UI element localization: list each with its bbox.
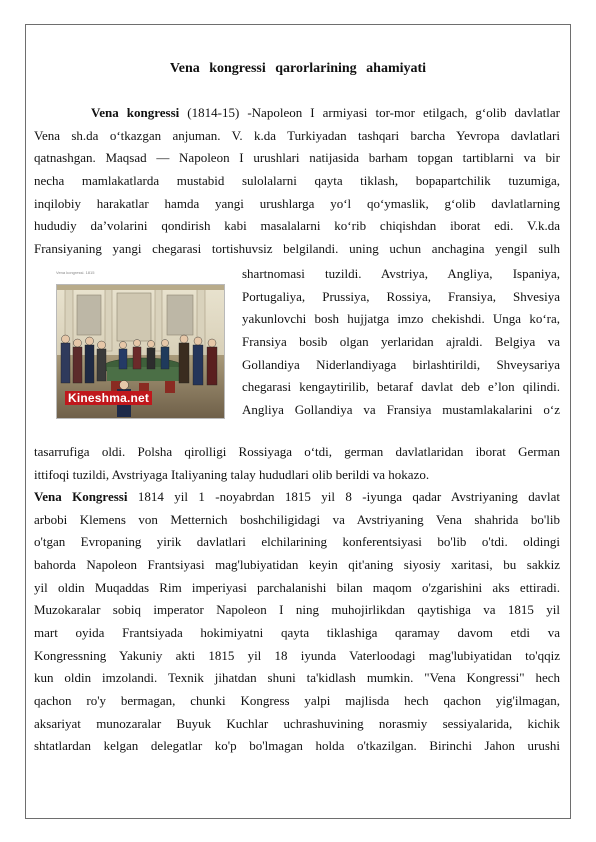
paragraph-line: inqilobiy harakatlar hamda yangi urushlarga yo‘l qo‘ymaslik, g‘olib davlatlarning <box>34 195 560 211</box>
paragraph-line: shartnomasi tuzildi. Avstriya, Angliya, Ispaniya, <box>242 266 560 281</box>
paragraph-line: yil oldin Muqaddas Rim imperiyasi parchalanishi bilan maqom o'zgarishini aks ettiradi. <box>34 579 560 595</box>
paragraph-line: Kongressning Yakuniy akti 1815 yil 18 iyunda Vaterloodagi mag'lubiyatidan to'qqiz <box>34 647 560 663</box>
paragraph-line: qachon ro'y bermagan, chunki Kongress yalpi majlisda hech qachon yig'ilmagan, <box>34 692 560 708</box>
paragraph-vienna-congress <box>34 486 560 758</box>
paragraph-intro <box>34 102 560 261</box>
paragraph-line: tasarrufiga oldi. Polsha qirolligi Rossiyaga o‘tdi, german davlatlaridan iborat German <box>34 444 560 459</box>
paragraph-line: qatnashgan. Maqsad — Napoleon I urushlari natijasida barham topgan tartiblarni va bir <box>34 150 560 166</box>
paragraph-line: Muzokaralar sobiq imperator Napoleon I ning muhojirlikdan qaytishiga va 1815 yil <box>34 602 560 618</box>
lead-term: Vena Kongressi <box>34 489 128 504</box>
paragraph-line: Fransiya bosib olgan yerlaridan ajraldi. Belgiya va <box>242 333 560 349</box>
congress-painting-image <box>56 284 225 419</box>
paragraph-line: bahorda Napoleon Frantsiyasi mag'lubiyatidan keyin qit'aning siyosiy xaritasi, bu sakkiz <box>34 556 560 572</box>
paragraph-line: mart oyida Frantsiyada hokimiyatni qayta tiklashiga qaramay davom etdi va <box>34 624 560 640</box>
paragraph-line: Vena Kongressi 1814 yil 1 -noyabrdan 1815 yil 8 -iyunga qadar Avstriyaning davlat <box>34 489 560 504</box>
paragraph-continuation <box>34 441 560 486</box>
paragraph-line: arbobi Klemens von Metternich boshchiligidagi va Avstriyaning Vena shahrida bo'lib <box>34 511 560 527</box>
paragraph-line: hududiy da’volarini qondirish kabi masalalarni ko‘rib chiqishdan iborat edi. V.k.da <box>34 218 560 234</box>
paragraph-line: Fransiyaning yangi chegarasi tortishuvsiz belgilandi. uning uchun anchagina yengil sulh <box>34 240 560 256</box>
wrapped-text-column <box>242 263 560 422</box>
figure-caption: Vena kongressi. 1815 <box>56 270 95 275</box>
paragraph-line: necha mamlakatlarda mustabid sulolalarni qayta tiklash, bopapartchilik tuzumiga, <box>34 172 560 188</box>
site-watermark: Kineshma.net <box>65 391 152 405</box>
paragraph-line: chegarasi kengaytirilib, betaraf davlat deb e’lon qilindi. <box>242 379 560 395</box>
paragraph-line: o'tgan Evropaning yirik davlatlari elchilarining konferentsiyasi bo'lib o'tdi. oldingi <box>34 534 560 550</box>
paragraph-line: kun oldin imzolandi. Texnik jihatdan shuni ta'kidlash mumkin. "Vena Kongressi" hech <box>34 670 560 686</box>
paragraph-line: Portugaliya, Prussiya, Rossiya, Fransiya, Shvesiya <box>242 288 560 304</box>
paragraph-line: Vena sh.da o‘tkazgan anjuman. V. k.da Turkiyadan tashqari barcha Yevropa davlatlari <box>34 127 560 143</box>
paragraph-line: Gollandiya Niderlandiyaga birlashtirildi, Shveysariya <box>242 356 560 372</box>
paragraph-line: ittifoqi tuzildi, Avstriyaga Italiyaning talay hududlari olib berildi va hokazo. <box>34 466 430 482</box>
paragraph-line: Vena kongressi (1814-15) -Napoleon I armiyasi tor-mor etilgach, g‘olib davlatlar <box>91 105 560 120</box>
lead-term: Vena kongressi <box>91 105 180 120</box>
paragraph-line: yakunlovchi bosh hujjatga imzo chekishdi. Unga ko‘ra, <box>242 311 560 327</box>
page-title: Vena kongressi qarorlarining ahamiyati <box>169 61 427 76</box>
paragraph-line: Angliya Gollandiya va Fransiya mustamlakalarini o‘z <box>242 401 560 417</box>
paragraph-line: shtatlardan kelgan delegatlar ko'p bo'lmagan holda o'tkazilgan. Birinchi Jahon urushi <box>34 738 560 754</box>
paragraph-line: aksariyat munozaralar Buyuk Kuchlar uchrashuvining norasmiy sessiyalarida, kichik <box>34 715 560 731</box>
figure-with-text <box>34 263 560 441</box>
